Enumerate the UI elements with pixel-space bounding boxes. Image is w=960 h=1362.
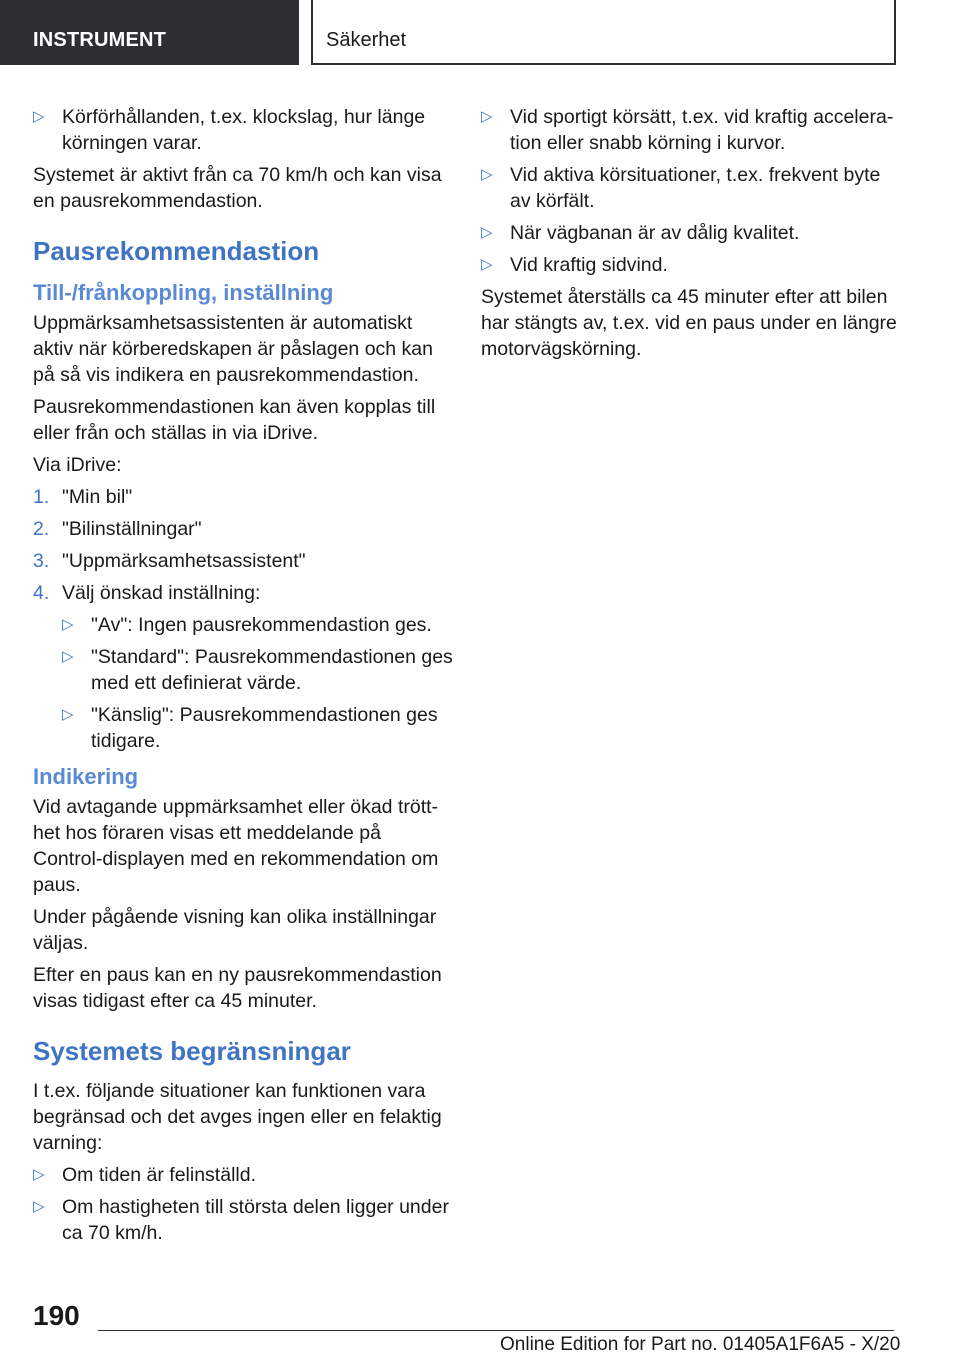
list-item: ▷ Om hastigheten till största delen ligger under ca 70 km/h. [33, 1196, 449, 1244]
body-paragraph: Systemet är aktivt från ca 70 km/h och kan visa en pausrekommendastion. [33, 164, 442, 212]
subheading-till-fran: Till-/frånkoppling, inställning [33, 280, 334, 305]
limitation-bullet-list [33, 1162, 453, 1246]
subheading-indikering: Indikering [33, 764, 139, 789]
idrive-steps-list [33, 484, 453, 754]
list-item: ▷ När vägbanan är av dålig kvalitet. [481, 222, 800, 244]
triangle-bullet-icon: ▷ [481, 108, 493, 125]
list-item: ▷ "Standard": Pausrekommendastionen ges med ett definierat värde. [62, 646, 453, 694]
header-topic-tab [311, 0, 896, 65]
list-item: 2. "Bilinställningar" [33, 518, 202, 540]
intro-bullet-list [33, 104, 453, 156]
body-paragraph: Vid avtagande uppmärksamhet eller ökad trötthet hos föraren visas ett meddelande på Control-displayen med en rekommendation om paus. [33, 796, 439, 896]
right-column [481, 104, 901, 368]
list-item: ▷ Vid kraftig sidvind. [481, 254, 668, 276]
triangle-bullet-icon: ▷ [481, 166, 493, 183]
page-number: 190 [33, 1300, 80, 1331]
triangle-bullet-icon: ▷ [481, 256, 493, 273]
list-item: ▷ Körförhållanden, t.ex. klockslag, hur länge körningen varar. [33, 106, 426, 154]
triangle-bullet-icon: ▷ [33, 108, 45, 125]
body-paragraph: Pausrekommendastionen kan även kopplas till eller från och ställas in via iDrive. [33, 396, 436, 444]
list-item: ▷ Vid sportigt körsätt, t.ex. vid kraftig acceleration eller snabb körning i kurvor. [481, 106, 894, 154]
step-number: 3. [33, 550, 50, 572]
header-topic-label: Säkerhet [326, 29, 407, 51]
body-paragraph: Systemet återställs ca 45 minuter efter att bilen har stängts av, t.ex. vid en paus under en längre motorvägskörning. [481, 286, 897, 360]
situation-bullet-list [481, 104, 901, 278]
list-item: ▷ Vid aktiva körsituationer, t.ex. frekvent byte av körfält. [481, 164, 881, 212]
list-item: 4. Välj önskad inställning: ▷ "Av": Ingen pausrekommendastion ges. ▷ "Standard": Pausrekommendastionen ges med ett definierat värde. ▷ "Känslig": Pausrekommendastionen ges tidigare. [33, 582, 453, 752]
triangle-bullet-icon: ▷ [33, 1198, 45, 1215]
footer-edition-text: Online Edition for Part no. 01405A1F6A5 - X/20 [500, 1334, 901, 1355]
header-section-label: INSTRUMENT [33, 29, 167, 51]
left-column [33, 104, 453, 1252]
footer-divider [98, 1330, 894, 1331]
triangle-bullet-icon: ▷ [62, 648, 74, 665]
body-paragraph: Under pågående visning kan olika inställningar väljas. [33, 906, 437, 954]
list-item: ▷ "Känslig": Pausrekommendastionen ges tidigare. [62, 704, 438, 752]
header-section-tab [0, 0, 299, 65]
list-item: ▷ "Av": Ingen pausrekommendastion ges. [62, 614, 432, 636]
triangle-bullet-icon: ▷ [62, 706, 74, 723]
body-paragraph: Efter en paus kan en ny pausrekommendastion visas tidigast efter ca 45 minuter. [33, 964, 442, 1012]
option-bullet-list [62, 612, 453, 754]
section-heading-limitations: Systemets begränsningar [33, 1036, 351, 1066]
triangle-bullet-icon: ▷ [33, 1166, 45, 1183]
body-paragraph: Via iDrive: [33, 454, 122, 476]
step-number: 1. [33, 486, 50, 508]
triangle-bullet-icon: ▷ [481, 224, 493, 241]
triangle-bullet-icon: ▷ [62, 616, 74, 633]
step-number: 2. [33, 518, 50, 540]
step-number: 4. [33, 582, 50, 604]
list-item: 3. "Uppmärksamhetsassistent" [33, 550, 306, 572]
body-paragraph: Uppmärksamhetsassistenten är automatiskt aktiv när körberedskapen är påslagen och kan på så vis indikera en pausrekommendastion. [33, 312, 433, 386]
body-paragraph: I t.ex. följande situationer kan funktionen vara begränsad och det avges ingen eller en felaktig varning: [33, 1080, 442, 1154]
list-item: ▷ Om tiden är felinställd. [33, 1164, 257, 1186]
list-item: 1. "Min bil" [33, 486, 133, 508]
section-heading-pause: Pausrekommendastion [33, 236, 320, 266]
